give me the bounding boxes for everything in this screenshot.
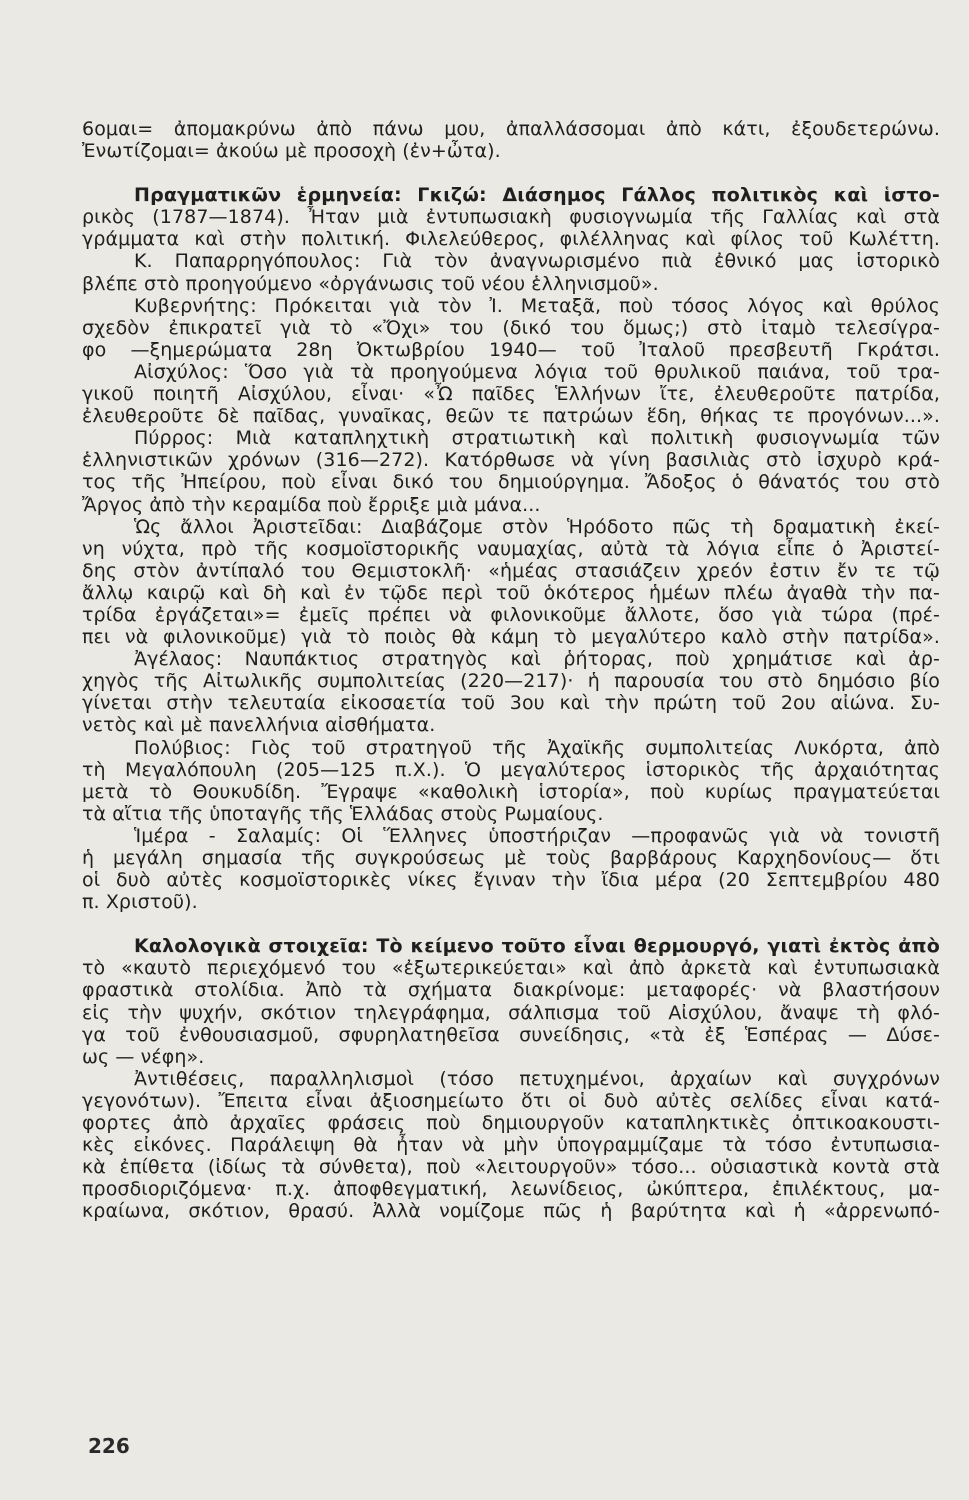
- section-heading-line: Πραγματικῶν ἑρμηνεία: Γκιζώ: Διάσημος Γάλλος πολιτικὸς καὶ ἱστο-: [134, 184, 940, 207]
- text-line: π. Χριστοῦ).: [82, 891, 198, 914]
- text-line: ἄλλῳ καιρῷ καὶ δὴ καὶ ἐν τῷδε περὶ τοῦ ὁκότερος ἡμέων πλέω ἀγαθὰ τὴν πα-: [82, 581, 940, 604]
- page-number: 226: [88, 1434, 130, 1458]
- section-heading-line: Καλολογικὰ στοιχεῖα: Τὸ κείμενο τοῦτο εἶναι θερμουργό, γιατὶ ἐκτὸς ἀπὸ: [134, 935, 940, 958]
- text-line: ως — νέφη».: [82, 1045, 205, 1068]
- text-line: χηγὸς τῆς Αἰτωλικῆς συμπολιτείας (220—217)· ἡ παρουσία του στὸ δημόσιο βίο: [82, 670, 940, 693]
- text-line: φο —ξημερώματα 28η Ὀκτωβρίου 1940— τοῦ Ἰταλοῦ πρεσβευτῆ Γκράτσι.: [82, 338, 940, 361]
- text-line: γίνεται στὴν τελευταία εἰκοσαετία τοῦ 3ου καὶ τὴν πρώτη τοῦ 2ου αἰώνα. Συ-: [82, 692, 940, 715]
- text-line: ἡ μεγάλη σημασία τῆς συγκρούσεως μὲ τοὺς βαρβάρους Καρχηδονίους— ὅτι: [82, 847, 940, 869]
- spacer: [82, 162, 940, 184]
- text-line: φραστικὰ στολίδια. Ἀπὸ τὰ σχήματα διακρίνομε: μεταφορές· νὰ βλαστήσουν: [82, 979, 940, 1002]
- text-line: Ἀγέλαος: Ναυπάκτιος στρατηγὸς καὶ ῥήτορας, ποὺ χρημάτισε καὶ ἀρ-: [134, 648, 940, 671]
- text-line: γικοῦ ποιητῆ Αἰσχύλου, εἶναι· «Ὦ παῖδες Ἑλλήνων ἴτε, ἐλευθεροῦτε πατρίδα,: [82, 383, 940, 406]
- text-line: ἐλευθεροῦτε δὲ παῖδας, γυναῖκας, θεῶν τε πατρώων ἕδη, θήκας τε προγόνων...».: [82, 405, 940, 428]
- text-line: σχεδὸν ἐπικρατεῖ γιὰ τὸ «Ὄχι» του (δικό του ὅμως;) στὸ ἰταμὸ τελεσίγρα-: [82, 316, 940, 339]
- text-line: νη νύχτα, πρὸ τῆς κοσμοϊστορικῆς ναυμαχίας, αὐτὰ τὰ λόγια εἶπε ὁ Ἀριστεί-: [82, 537, 940, 560]
- text-line: κὲς εἰκόνες. Παράλειψη θὰ ἦταν νὰ μὴν ὑπογραμμίζαμε τὰ τόσο ἐντυπωσια-: [82, 1134, 940, 1157]
- text-line: γεγονότων). Ἔπειτα εἶναι ἀξιοσημείωτο ὅτι οἱ δυὸ αὐτὲς σελίδες εἶναι κατά-: [82, 1089, 940, 1112]
- text-line: τὸ «καυτὸ περιεχόμενό του «ἐξωτερικεύεται» καὶ ἀπὸ ἀρκετὰ καὶ ἐντυπωσιακὰ: [82, 957, 940, 980]
- body-text: [82, 118, 940, 1223]
- text-line: οἱ δυὸ αὐτὲς κοσμοϊστορικὲς νίκες ἔγιναν τὴν ἴδια μέρα (20 Σεπτεμβρίου 480: [82, 869, 940, 892]
- text-line: κὰ ἐπίθετα (ἰδίως τὰ σύνθετα), ποὺ «λειτουργοῦν» τόσο... οὐσιαστικὰ κοντὰ στὰ: [82, 1156, 940, 1179]
- text-line: Ἄργος ἀπὸ τὴν κεραμίδα ποὺ ἔρριξε μιὰ μάνα...: [82, 493, 541, 516]
- text-line: πει νὰ φιλονικοῦμε) γιὰ τὸ ποιὸς θὰ κάμη τὸ μεγαλύτερο καλὸ στὴν πατρίδα».: [82, 626, 940, 649]
- text-line: Ὡς ἄλλοι Ἀριστεῖδαι: Διαβάζομε στὸν Ἡρόδοτο πῶς τὴ δραματικὴ ἐκεί-: [134, 515, 940, 538]
- text-line: φορτες ἀπὸ ἀρχαῖες φράσεις ποὺ δημιουργοῦν καταπληκτικὲς ὀπτικοακουστι-: [82, 1112, 940, 1135]
- spacer: [82, 913, 940, 935]
- text-line: γράμματα καὶ στὴν πολιτική. Φιλελεύθερος, φιλέλληνας καὶ φίλος τοῦ Κωλέττη.: [82, 228, 940, 251]
- text-line: τὴ Μεγαλόπουλη (205—125 π.Χ.). Ὁ μεγαλύτερος ἱστορικὸς τῆς ἀρχαιότητας: [82, 758, 940, 781]
- text-line: Ἱμέρα - Σαλαμίς: Οἱ Ἕλληνες ὑποστήριζαν —προφανῶς γιὰ νὰ τονιστῆ: [134, 824, 940, 847]
- text-line: βλέπε στὸ προηγούμενο «ὀργάνωσις τοῦ νέου ἑλληνισμοῦ».: [82, 272, 659, 295]
- text-line: γα τοῦ ἐνθουσιασμοῦ, σφυρηλατηθεῖσα συνείδησις, «τὰ ἐξ Ἑσπέρας — Δύσε-: [82, 1023, 940, 1046]
- text-line: ρικὸς (1787—1874). Ἦταν μιὰ ἐντυπωσιακὴ φυσιογνωμία τῆς Γαλλίας καὶ στὰ: [82, 206, 940, 229]
- text-line: Ἐνωτίζομαι= ἀκούω μὲ προσοχὴ (ἐν+ὦτα).: [82, 140, 501, 163]
- text-line: Πολύβιος: Γιὸς τοῦ στρατηγοῦ τῆς Ἀχαϊκῆς συμπολιτείας Λυκόρτα, ἀπὸ: [134, 736, 940, 759]
- text-line: νετὸς καὶ μὲ πανελλήνια αἰσθήματα.: [82, 714, 436, 737]
- text-line: δης στὸν ἀντίπαλό του Θεμιστοκλῆ· «ἡμέας στασιάζειν χρεόν ἐστιν ἔν τε τῷ: [82, 559, 940, 582]
- text-line: Ἀντιθέσεις, παραλληλισμοὶ (τόσο πετυχημένοι, ἀρχαίων καὶ συγχρόνων: [134, 1067, 940, 1090]
- text-line: Κ. Παπαρρηγόπουλος: Γιὰ τὸν ἀναγνωρισμένο πιὰ ἐθνικό μας ἱστορικὸ: [134, 250, 940, 273]
- text-line: μετὰ τὸ Θουκυδίδη. Ἔγραψε «καθολικὴ ἱστορία», ποὺ κυρίως πραγματεύεται: [82, 780, 940, 803]
- text-line: τρίδα ἐργάζεται»= ἐμεῖς πρέπει νὰ φιλονικοῦμε ἄλλοτε, ὅσο γιὰ τώρα (πρέ-: [82, 603, 940, 626]
- text-line: κραίωνα, σκότιον, θρασύ. Ἀλλὰ νομίζομε πῶς ἡ βαρύτητα καὶ ἡ «ἀρρενωπό-: [82, 1200, 940, 1223]
- text-line: τὰ αἴτια τῆς ὑποταγῆς τῆς Ἑλλάδας στοὺς Ρωμαίους.: [82, 802, 604, 825]
- text-line: Πύρρος: Μιὰ καταπληχτικὴ στρατιωτικὴ καὶ πολιτικὴ φυσιογνωμία τῶν: [134, 427, 940, 450]
- text-line: εἰς τὴν ψυχήν, σκότιον τηλεγράφημα, σάλπισμα τοῦ Αἰσχύλου, ἄναψε τὴ φλό-: [82, 1001, 940, 1024]
- text-line: 6ομαι= ἀπομακρύνω ἀπὸ πάνω μου, ἀπαλλάσσομαι ἀπὸ κάτι, ἐξουδετερώνω.: [82, 118, 940, 140]
- text-line: τος τῆς Ἠπείρου, ποὺ εἶναι δικό του δημιούργημα. Ἄδοξος ὁ θάνατός του στὸ: [82, 471, 940, 494]
- text-line: Αἰσχύλος: Ὅσο γιὰ τὰ προηγούμενα λόγια τοῦ θρυλικοῦ παιάνα, τοῦ τρα-: [134, 360, 940, 383]
- text-line: Κυβερνήτης: Πρόκειται γιὰ τὸν Ἰ. Μεταξᾶ, ποὺ τόσος λόγος καὶ θρύλος: [134, 294, 940, 317]
- text-line: ἑλληνιστικῶν χρόνων (316—272). Κατόρθωσε νὰ γίνη βασιλιὰς στὸ ἰσχυρὸ κρά-: [82, 449, 940, 472]
- text-line: προσδιοριζόμενα· π.χ. ἀποφθεγματική, λεωνίδειος, ὠκύπτερα, ἐπιλέκτους, μα-: [82, 1178, 940, 1201]
